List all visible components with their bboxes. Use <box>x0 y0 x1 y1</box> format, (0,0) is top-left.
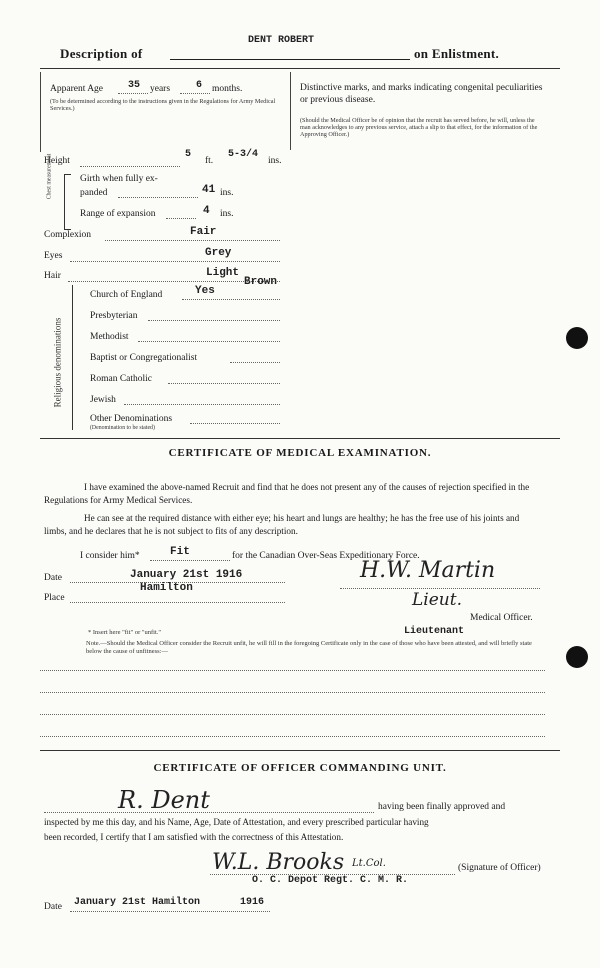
hair-label: Hair <box>44 271 61 281</box>
religion-other-note: (Denomination to be stated) <box>90 425 155 431</box>
age-label: Apparent Age <box>50 84 104 94</box>
medical-title: CERTIFICATE OF MEDICAL EXAMINATION. <box>168 447 432 459</box>
medical-place-value: Hamilton <box>140 582 193 594</box>
girth-label-2: panded <box>80 188 108 198</box>
medical-officer-signature-2: Lieut. <box>412 590 462 610</box>
hair-value-2: Brown <box>244 276 278 288</box>
height-inches-value: 5-3/4 <box>228 149 259 160</box>
church-dots <box>182 299 280 300</box>
presbyterian-dots <box>148 320 280 321</box>
chest-brace <box>64 174 71 230</box>
consider-value: Fit <box>170 546 190 558</box>
header-name-line <box>170 59 410 60</box>
header-description-of: Description of <box>60 46 143 61</box>
unfit-line-1 <box>40 670 545 671</box>
height-ft-label: ft. <box>205 156 214 166</box>
girth-value: 41 <box>202 184 216 196</box>
officer-unit: O. C. Depot Regt. C. M. R. <box>252 875 409 886</box>
header-on-enlistment: on Enlistment. <box>414 46 500 61</box>
girth-label-1: Girth when fully ex- <box>80 174 158 184</box>
officer-cmd-text-2: inspected by me this day, and his Name, Age, Date of Attestation, and every prescribed particular having <box>44 817 429 827</box>
range-value: 4 <box>203 205 210 217</box>
age-months-value: 6 <box>196 80 203 91</box>
methodist-dots <box>138 341 280 342</box>
insert-note: * Insert here "fit" or "unfit." <box>88 629 162 636</box>
catholic-dots <box>168 383 280 384</box>
consider-label: I consider him* <box>80 551 140 561</box>
religion-jewish: Jewish <box>90 395 116 405</box>
height-ins-label: ins. <box>268 156 282 166</box>
age-months-label: months. <box>212 84 243 94</box>
range-dots <box>166 218 196 219</box>
header-rule <box>40 68 560 69</box>
section-rule-2 <box>40 750 560 751</box>
complexion-value: Fair <box>190 226 217 238</box>
age-years-label: years <box>150 84 171 94</box>
officer-cmd-title: CERTIFICATE OF OFFICER COMMANDING UNIT. <box>153 762 447 774</box>
officer-signature-label: (Signature of Officer) <box>458 863 541 873</box>
medical-para-1: I have examined the above-named Recruit and find that he does not present any of the causes of rejection specified in the Regulations for Army Medical Services. <box>44 482 530 505</box>
eyes-dots <box>70 261 280 262</box>
eyes-value: Grey <box>205 247 232 259</box>
jewish-dots <box>124 404 280 405</box>
eyes-label: Eyes <box>44 251 63 261</box>
baptist-dots <box>230 362 280 363</box>
other-dots <box>190 423 280 424</box>
complexion-dots <box>105 240 280 241</box>
religion-church-value: Yes <box>195 285 215 297</box>
girth-unit: ins. <box>220 188 234 198</box>
religion-roman-catholic: Roman Catholic <box>90 374 153 384</box>
officer-date-year: 1916 <box>240 897 265 908</box>
age-note: (To be determined according to the instructions given in the Regulations for Army Medical Services.) <box>50 98 276 112</box>
height-dots <box>80 166 180 167</box>
officer-cmd-text-1: having been finally approved and <box>378 802 506 812</box>
medical-date-label: Date <box>44 573 62 583</box>
officer-date-value: January 21st Hamilton <box>74 897 201 908</box>
unfit-line-4 <box>40 736 545 737</box>
religion-presbyterian: Presbyterian <box>90 311 138 321</box>
range-label: Range of expansion <box>80 209 156 219</box>
complexion-label: Complexion <box>44 230 91 240</box>
medical-place-dots <box>70 602 285 603</box>
commanding-officer-rank: Lt.Col. <box>352 858 386 869</box>
religion-brace <box>72 285 73 430</box>
officer-cmd-text-3: been recorded, I certify that I am satisfied with the correctness of this Attestation. <box>44 832 344 842</box>
medical-footnote: Note.—Should the Medical Officer consider the Recruit unfit, he will fill in the foregoing Certificate only in the case of those who have been attested, and will briefly state below the cause of unfitness:— <box>86 640 532 655</box>
range-unit: ins. <box>220 209 234 219</box>
religion-methodist: Methodist <box>90 332 129 342</box>
unfit-line-3 <box>40 714 545 715</box>
religion-other: Other Denominations <box>90 414 173 424</box>
recruit-signature: R. Dent <box>118 786 210 814</box>
left-border-top <box>40 72 41 152</box>
chest-group-label: Chest measurement <box>46 153 53 200</box>
hair-value-1: Light <box>206 267 240 279</box>
consider-dots <box>150 560 230 561</box>
section-rule-1 <box>40 438 560 439</box>
medical-place-label: Place <box>44 593 65 603</box>
punch-hole-upper <box>566 327 588 349</box>
medical-officer-rank: Lieutenant <box>404 626 465 637</box>
religion-baptist: Baptist or Congregationalist <box>90 353 198 363</box>
height-label: Height <box>44 156 70 166</box>
commanding-officer-signature: W.L. Brooks <box>212 850 345 875</box>
medical-para-2: He can see at the required distance with either eye; his heart and lungs are healthy; he has the free use of his joints and limbs, and he declares that he is not subject to fits of any description. <box>44 513 520 536</box>
age-months-dots <box>180 93 210 94</box>
recruit-name: DENT ROBERT <box>248 35 315 46</box>
top-divider <box>290 72 291 150</box>
distinctive-label: Distinctive marks, and marks indicating congenital peculiarities or previous disease. <box>300 83 543 105</box>
medical-officer-signature: H.W. Martin <box>360 558 496 583</box>
medical-officer-label: Medical Officer. <box>470 613 533 623</box>
age-years-dots <box>118 93 148 94</box>
girth-dots <box>118 197 198 198</box>
age-years-value: 35 <box>128 80 141 91</box>
religion-group-label: Religious denominations <box>52 317 63 408</box>
medical-signature-dots <box>340 588 540 589</box>
medical-date-value: January 21st 1916 <box>130 569 243 581</box>
unfit-line-2 <box>40 692 545 693</box>
height-feet-value: 5 <box>185 149 192 160</box>
punch-hole-lower <box>566 646 588 668</box>
distinctive-note: (Should the Medical Officer be of opinion that the recruit has served before, he will, unless the man acknowledges to any previous service, attach a slip to that effect, for the information of the Approving Officer.) <box>300 117 538 138</box>
officer-date-label: Date <box>44 902 62 912</box>
officer-date-dots <box>70 911 270 912</box>
consider-tail: for the Canadian Over-Seas Expeditionary Force. <box>232 551 420 561</box>
religion-church-of-england: Church of England <box>90 290 163 300</box>
